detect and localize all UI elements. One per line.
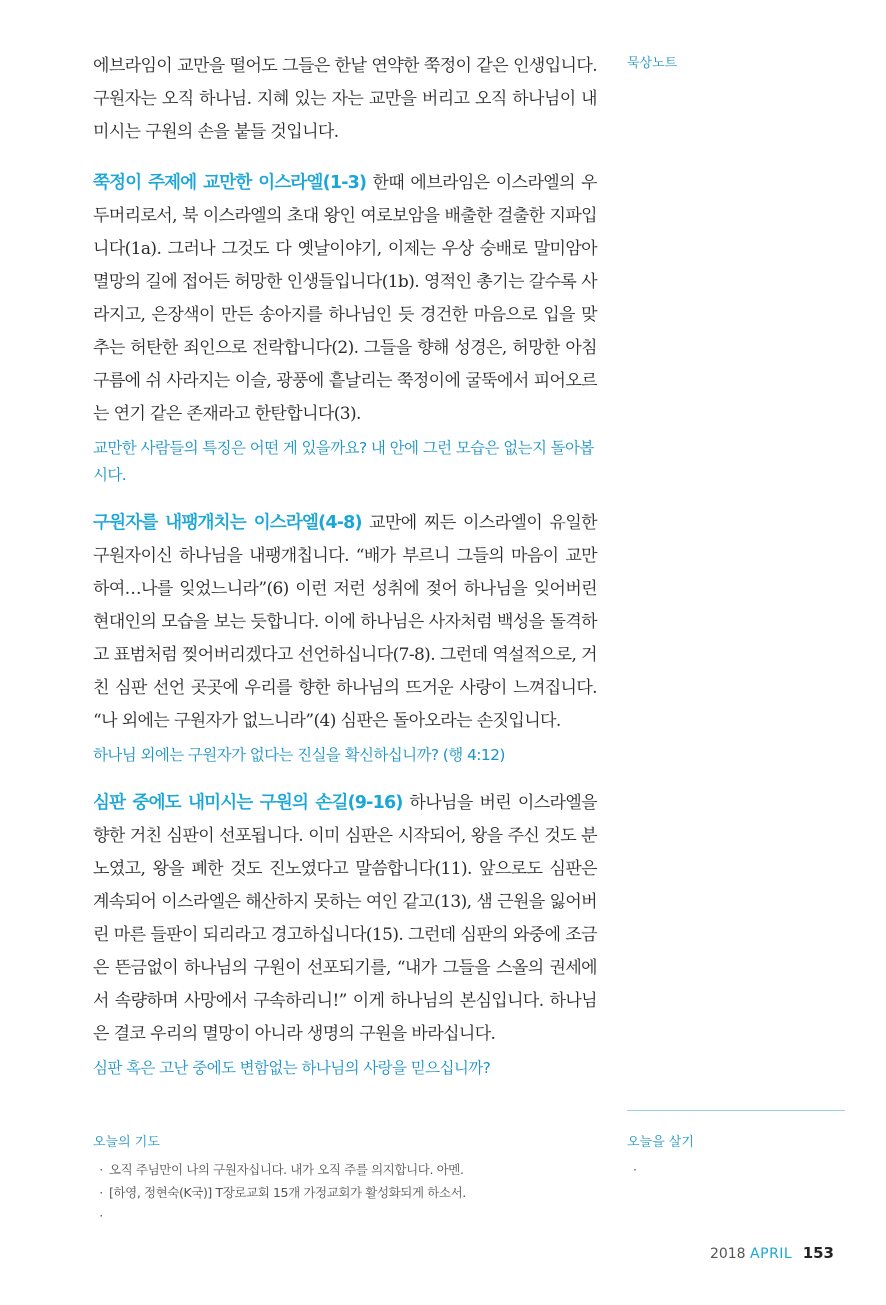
footer-year: 2018 [709, 1246, 746, 1262]
section-heading: 쭉정이 주제에 교만한 이스라엘(1-3) [93, 173, 367, 193]
section-body: 하나님을 버린 이스라엘을 향한 거친 심판이 선포됩니다. 이미 심판은 시작되어, 왕을 주신 것도 분노였고, 왕을 폐한 것도 진노였다고 말씀합니다(11). 앞으로도 심판은 계속되어 이스라엘은 해산하지 못하는 여인 같고(13), 샘 근원을 잃어버린 마른 들판이 되리라고 경고하십니다(15). 그런데 심판의 와중에 조금은 뜬금없이 하나님의 구원이 선포되기를, “내가 그들을 스올의 권세에서 속량하며 사망에서 구속하리니!” 이게 하나님의 본심입니다. 하나님은 결코 우리의 멸망이 아니라 생명의 구원을 바라십니다. [93, 793, 597, 1044]
section-body: 교만에 찌든 이스라엘이 유일한 구원자이신 하나님을 내팽개칩니다. “배가 부르니 그들의 마음이 교만하여…나를 잊었느니라”(6) 이런 저런 성취에 젖어 하나님을 잊어버린 현대인의 모습을 보는 듯합니다. 이에 하나님은 사자처럼 백성을 돌격하고 표범처럼 찢어버리겠다고 선언하십니다(7-8). 그런데 역설적으로, 거친 심판 선언 곳곳에 우리를 향한 하나님의 뜨거운 사랑이 느껴집니다. “나 외에는 구원자가 없느니라”(4) 심판은 돌아오라는 손짓입니다. [93, 513, 598, 731]
prayer-item-text: [하영, 정현숙(K국)] T장로교회 15개 가정교회가 활성화되게 하소서. [109, 1185, 466, 1200]
section-2 [93, 507, 597, 769]
list-item [627, 1158, 845, 1181]
side-label-meditation-note: 묵상노트 [627, 56, 678, 71]
section-paragraph [93, 167, 597, 431]
reflection-question: 교만한 사람들의 특징은 어떤 게 있을까요? 내 안에 그런 모습은 없는지 돌아봅시다. [93, 439, 594, 484]
section-heading: 심판 중에도 내미시는 구원의 손길(9-16) [93, 793, 403, 813]
bullet-dot-icon: · [99, 1185, 103, 1200]
prayer-list [93, 1158, 603, 1227]
prayer-title: 오늘의 기도 [93, 1135, 160, 1150]
section-body: 한때 에브라임은 이스라엘의 우두머리로서, 북 이스라엘의 초대 왕인 여로보암을 배출한 걸출한 지파입니다(1a). 그러나 그것도 다 옛날이야기, 이제는 우상 숭배로 말미암아 멸망의 길에 접어든 허망한 인생들입니다(1b). 영적인 총기는 갈수록 사라지고, 은장색이 만든 송아지를 하나님인 듯 경건한 마음으로 입을 맞추는 허탄한 죄인으로 전락합니다(2). 그들을 향해 성경은, 허망한 아침 구름에 쉬 사라지는 이슬, 광풍에 흩날리는 쭉정이에 굴뚝에서 피어오르는 연기 같은 존재라고 한탄합니다(3). [93, 173, 597, 424]
footer-month: APRIL [750, 1246, 793, 1262]
bullet-dot-icon: · [99, 1208, 103, 1223]
living-today-box [627, 1131, 845, 1181]
intro-paragraph: 에브라임이 교만을 떨어도 그들은 한낱 연약한 쭉정이 같은 인생입니다. 구원자는 오직 하나님. 지혜 있는 자는 교만을 버리고 오직 하나님이 내미시는 구원의 손을 붙들 것입니다. [93, 56, 597, 142]
bullet-dot-icon: · [99, 1162, 103, 1177]
bullet-dot-icon: · [633, 1162, 637, 1177]
todays-prayer-box [93, 1131, 603, 1227]
list-item [93, 1158, 603, 1181]
divider-line [627, 1110, 845, 1111]
section-1 [93, 167, 597, 489]
list-item [93, 1181, 603, 1204]
page-number: 153 [802, 1244, 834, 1262]
section-3 [93, 787, 597, 1082]
section-paragraph [93, 507, 597, 738]
living-title: 오늘을 살기 [627, 1135, 694, 1150]
reflection-question: 심판 혹은 고난 중에도 변함없는 하나님의 사랑을 믿으십니까? [93, 1059, 491, 1077]
list-item [93, 1204, 603, 1227]
page-footer [710, 1244, 834, 1262]
section-heading: 구원자를 내팽개치는 이스라엘(4-8) [93, 513, 362, 533]
reflection-question: 하나님 외에는 구원자가 없다는 진실을 확신하십니까? (행 4:12) [93, 746, 505, 764]
section-paragraph [93, 787, 597, 1051]
main-column [93, 50, 597, 1082]
prayer-item-text: 오직 주님만이 나의 구원자십니다. 내가 오직 주를 의지합니다. 아멘. [109, 1162, 464, 1177]
